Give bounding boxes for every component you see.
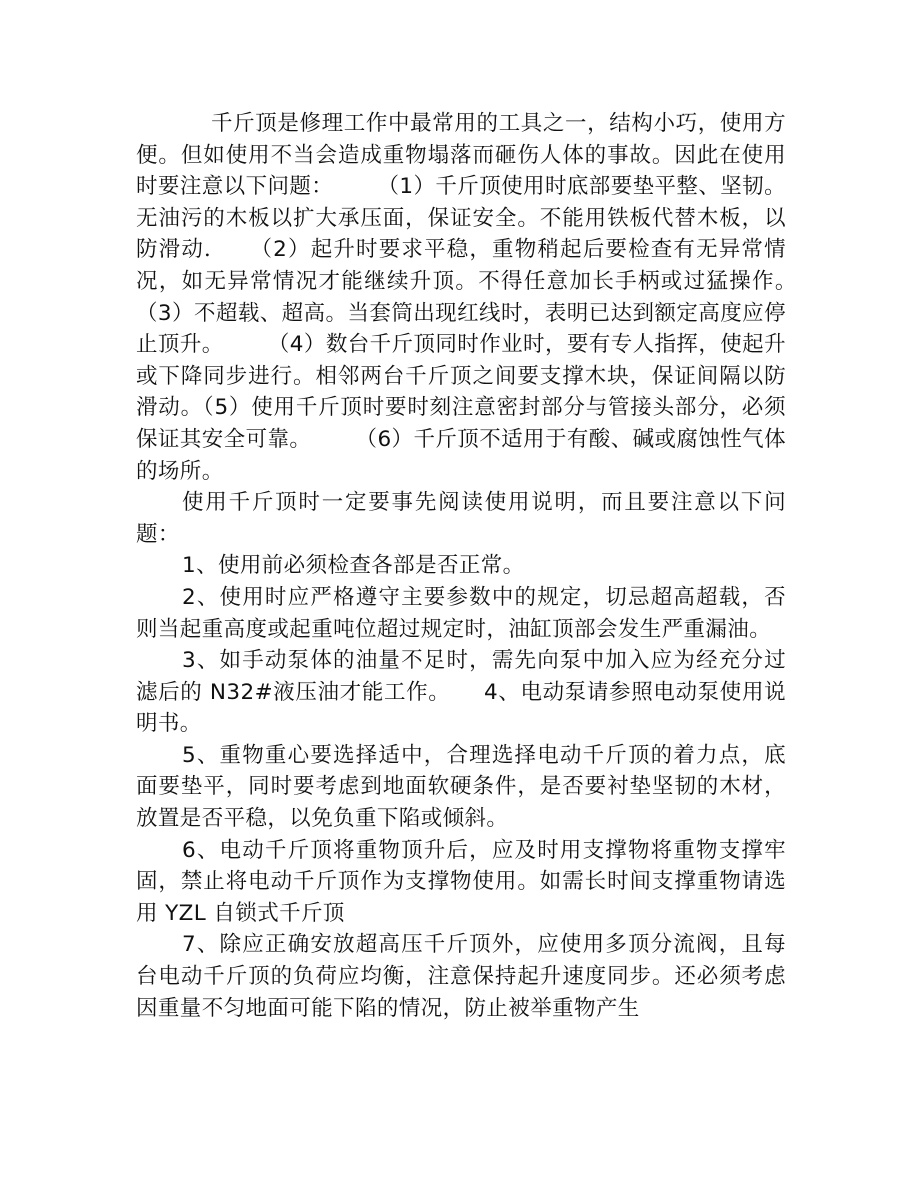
- paragraph-item-5: 5、重物重心要选择适中，合理选择电动千斤顶的着力点，底面要垫平，同时要考虑到地面软硬条件，是否要衬垫坚韧的木材，放置是否平稳，以免负重下陷或倾斜。: [136, 742, 786, 832]
- document-page: [136, 108, 830, 1024]
- paragraph-item-2: 2、使用时应严格遵守主要参数中的规定，切忌超高超载，否则当起重高度或起重吨位超过规定时，油缸顶部会发生严重漏油。: [136, 584, 786, 642]
- paragraph-intro: 千斤顶是修理工作中最常用的工具之一，结构小巧，使用方便。但如使用不当会造成重物塌落而砸伤人体的事故。因此在使用时要注意以下问题： （1）千斤顶使用时底部要垫平整、坚韧。无油污的木板以扩大承压面，保证安全。不能用铁板代替木板，以防滑动． （2）起升时要求平稳，重物稍起后要检查有无异常情况，如无异常情况才能继续升顶。不得任意加长手柄或过猛操作。 （3）不超载、超高。当套筒出现红线时，表明已达到额定高度应停止顶升。 （4）数台千斤顶同时作业时，要有专人指挥，使起升或下降同步进行。相邻两台千斤顶之间要支撑木块，保证间隔以防滑动。（5）使用千斤顶时要时刻注意密封部分与管接头部分，必须保证其安全可靠。 （6）千斤顶不适用于有酸、碱或腐蚀性气体的场所。: [136, 111, 830, 484]
- paragraph-item-3-4: 3、如手动泵体的油量不足时，需先向泵中加入应为经充分过滤后的 N32#液压油才能工作。 4、电动泵请参照电动泵使用说明书。: [136, 648, 786, 737]
- paragraph-item-1: 1、使用前必须检查各部是否正常。: [182, 553, 525, 579]
- paragraph-item-6: 6、电动千斤顶将重物顶升后，应及时用支撑物将重物支撑牢固，禁止将电动千斤顶作为支撑物使用。如需长时间支撑重物请选用 YZL 自锁式千斤顶: [136, 837, 786, 926]
- paragraph-item-7: 7、除应正确安放超高压千斤顶外，应使用多顶分流阀，且每台电动千斤顶的负荷应均衡，注意保持起升速度同步。还必须考虑因重量不匀地面可能下陷的情况，防止被举重物产生: [136, 932, 786, 1021]
- paragraph-reading-instructions: 使用千斤顶时一定要事先阅读使用说明，而且要注意以下问题：: [136, 490, 786, 547]
